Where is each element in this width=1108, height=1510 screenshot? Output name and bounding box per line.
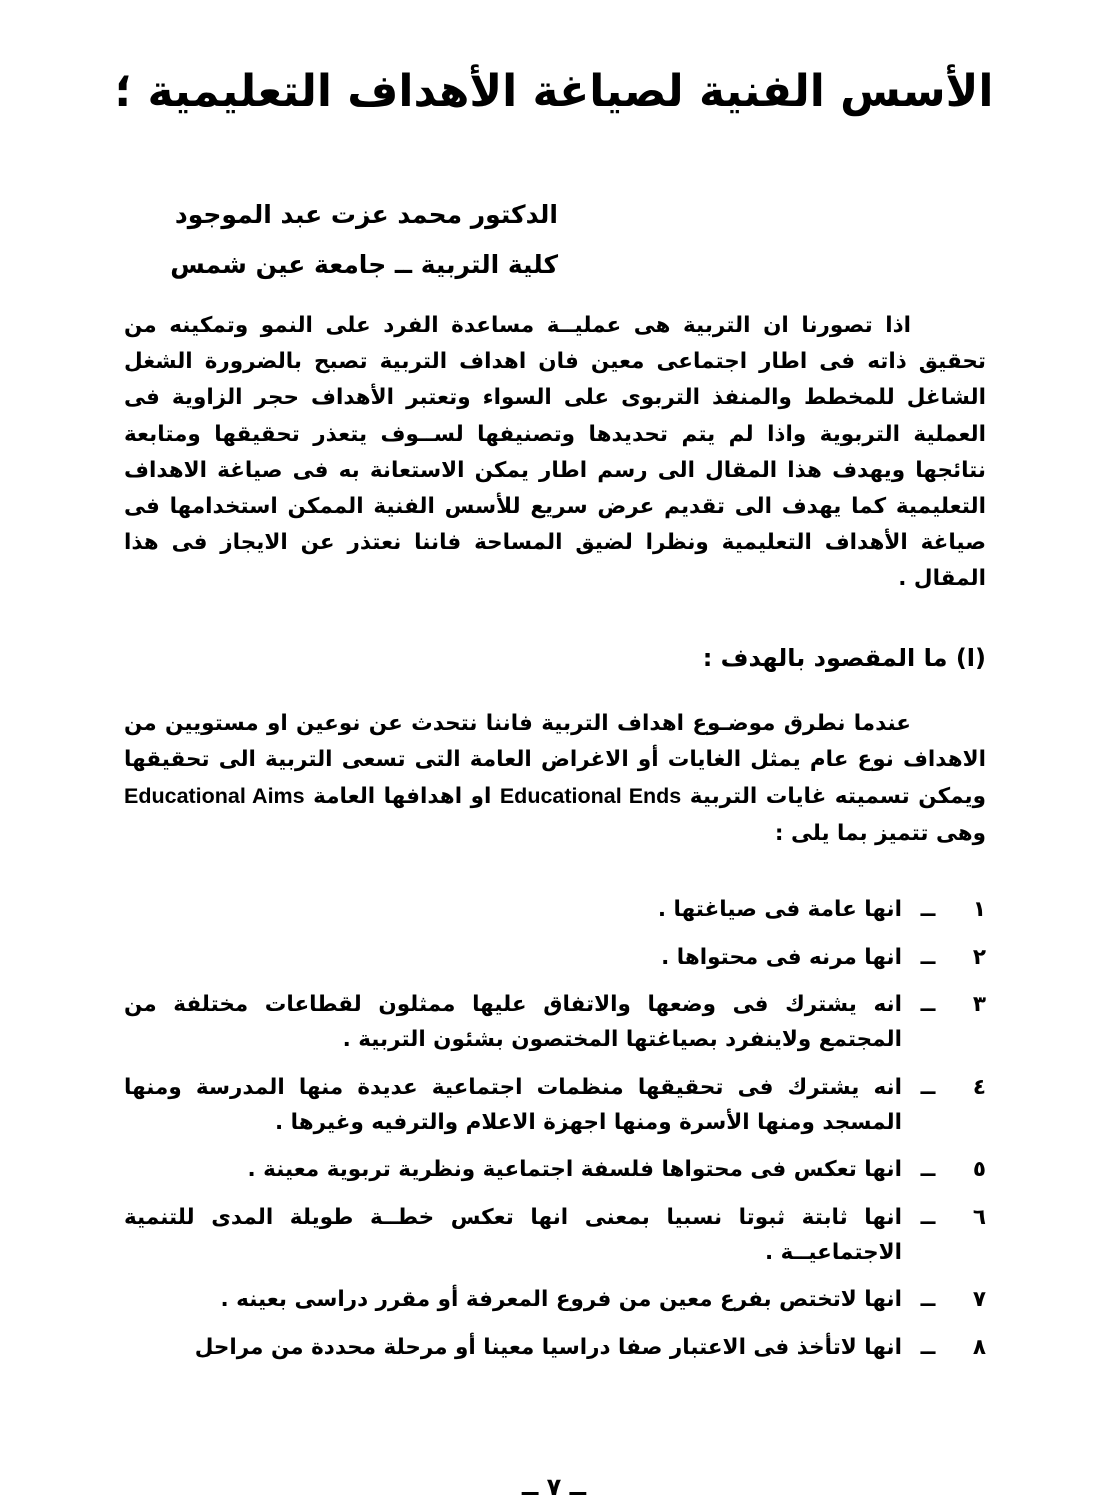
list-item-text: انها ثابتة ثبوتا نسبيا بمعنى انها تعكس خطــة طويلة المدى للتنمية الاجتماعيــة . [124, 1204, 902, 1265]
page-number: ــ ٧ ــ [521, 1473, 587, 1501]
list-item-text: انها لاتختص بفرع معين من فروع المعرفة أو مقرر دراسى بعينه . [220, 1287, 902, 1312]
list-item [124, 1330, 986, 1365]
intro-paragraph: اذا تصورنا ان التربية هى عمليــة مساعدة الفرد على النمو وتمكينه من تحقيق ذاته فى اطار اجتماعى معين فان اهداف التربية تصبح بالضرورة الشغل الشاغل للمخطط والمنفذ التربوى على السواء وتعتبر الأهداف حجر الزاوية فى العملية التربوية واذا لم يتم تحديدها وتصنيفها لســوف يتعذر تحقيقها ومتابعة نتائجها ويهدف هذا المقال الى رسم اطار يمكن الاستعانة به فى صياغة الاهداف التعليمية كما يهدف الى تقديم عرض سريع للأسس الفنية الممكن استخدامها فى صياغة الأهداف التعليمية ونظرا لضيق المساحة فاننا نعتذر عن الايجاز فى هذا المقال . [124, 313, 986, 592]
list-item-number: ٨ [972, 1334, 986, 1360]
list-item-text: انه يشترك فى وضعها والاتفاق عليها ممثلون لقطاعات مختلفة من المجتمع ولاينفرد بصياغتها المختصون بشئون التربية . [124, 992, 902, 1052]
list-item-text: انها تعكس فى محتواها فلسفة اجتماعية ونظرية تربوية معينة . [247, 1157, 902, 1182]
article-title: الأسس الفنية لصياغة الأهداف التعليمية ؛ [114, 66, 994, 117]
author-affiliation: كلية التربية ــ جامعة عين شمس [170, 250, 558, 279]
list-item-dash: ــ [920, 1157, 936, 1182]
list-item-dash: ــ [920, 1074, 936, 1100]
list-item-text: انها لاتأخذ فى الاعتبار صفا دراسيا معينا أو مرحلة محددة من مراحل [194, 1334, 902, 1360]
list-item [124, 987, 986, 1057]
list-item-number: ٢ [972, 944, 986, 970]
section-heading: (ا) ما المقصود بالهدف : [702, 644, 986, 672]
author-block [138, 190, 558, 290]
list-item-dash: ــ [920, 1287, 936, 1312]
definition-text-part-2: او اهدافها العامة [313, 784, 492, 810]
definition-paragraph [124, 706, 986, 852]
list-item-dash: ــ [920, 944, 936, 970]
list-item-text: انه يشترك فى تحقيقها منظمات اجتماعية عديدة منها المدرسة ومنها المسجد ومنها الأسرة ومنها اجهزة الاعلام والترفيه وغيرها . [124, 1074, 902, 1135]
list-item-number: ٤ [972, 1074, 986, 1100]
definition-text-part-3: وهى تتميز بما يلى : [774, 820, 986, 846]
list-item-number: ٧ [972, 1287, 986, 1312]
term-educational-ends: Educational Ends [499, 784, 682, 809]
list-item-dash: ــ [920, 992, 936, 1017]
list-item [124, 940, 986, 975]
list-item-number: ٣ [972, 992, 986, 1017]
list-item [124, 1282, 986, 1317]
list-item-number: ٥ [972, 1157, 986, 1182]
definition-text-part-1: عندما نطرق موضـوع اهداف التربية فاننا نتحدث عن نوعين او مستويين من الاهداف نوع عام يمثل الغايات أو الاغراض العامة التى تسعى التربية الى تحقيقها ويمكن تسميته غايات التربية [124, 711, 986, 810]
list-item-dash: ــ [920, 897, 936, 922]
list-item-number: ٦ [972, 1204, 986, 1230]
author-name: الدكتور محمد عزت عبد الموجود [174, 200, 558, 229]
list-item [124, 1200, 986, 1270]
term-educational-aims: Educational Aims [124, 784, 305, 809]
list-item [124, 1070, 986, 1140]
list-item-dash: ــ [920, 1204, 936, 1230]
list-item-text: انها عامة فى صياغتها . [657, 897, 902, 922]
characteristics-list [124, 892, 986, 1377]
list-item [124, 892, 986, 927]
list-item-text: انها مرنه فى محتواها . [661, 944, 902, 970]
list-item-dash: ــ [920, 1334, 936, 1360]
list-item-number: ١ [972, 897, 986, 922]
list-item [124, 1152, 986, 1187]
